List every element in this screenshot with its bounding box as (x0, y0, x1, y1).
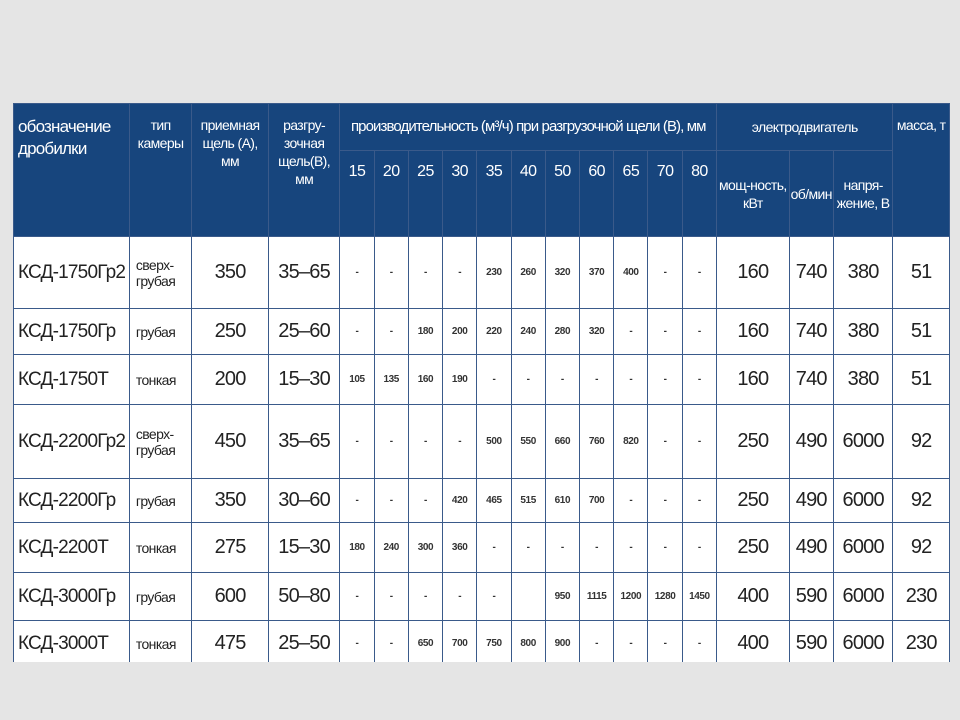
cell-feed-opening: 200 (192, 355, 269, 405)
cell-capacity: 700 (580, 479, 614, 523)
cell-mass: 51 (893, 355, 950, 405)
cell-capacity: - (408, 237, 442, 309)
cell-capacity: 135 (374, 355, 408, 405)
cell-capacity: - (682, 523, 716, 573)
table-row (14, 405, 950, 479)
cell-capacity: 200 (443, 309, 477, 355)
cell-motor-rpm: 740 (789, 237, 833, 309)
table-body (14, 237, 950, 667)
cell-motor-voltage: 380 (833, 355, 892, 405)
cell-motor-rpm: 740 (789, 355, 833, 405)
cell-feed-opening: 475 (192, 621, 269, 667)
header-motor-voltage: напря-жение, В (833, 151, 892, 237)
cell-mass: 92 (893, 523, 950, 573)
cell-designation: КСД-1750Т (14, 355, 130, 405)
header-gap-30: 30 (443, 151, 477, 237)
cell-discharge-gap: 30–60 (268, 479, 340, 523)
table-row (14, 479, 950, 523)
cell-motor-rpm: 490 (789, 479, 833, 523)
cell-capacity: 500 (477, 405, 511, 479)
header-discharge-gap: разгру-зочная щель(В), мм (268, 104, 340, 237)
cell-motor-voltage: 6000 (833, 573, 892, 621)
cell-motor-voltage: 380 (833, 309, 892, 355)
crusher-spec-table (13, 103, 950, 667)
cell-feed-opening: 350 (192, 479, 269, 523)
cell-capacity: - (477, 573, 511, 621)
cell-chamber-type: сверх-грубая (129, 405, 191, 479)
cell-capacity: - (614, 309, 648, 355)
cell-capacity: 280 (545, 309, 579, 355)
cell-capacity: - (340, 309, 374, 355)
table-row (14, 355, 950, 405)
cell-discharge-gap: 50–80 (268, 573, 340, 621)
header-motor-rpm: об/мин (789, 151, 833, 237)
table-row (14, 309, 950, 355)
header-gap-80: 80 (682, 151, 716, 237)
cell-capacity: 320 (545, 237, 579, 309)
cell-motor-power: 160 (717, 309, 790, 355)
cell-chamber-type: грубая (129, 479, 191, 523)
cell-designation: КСД-2200Гр (14, 479, 130, 523)
top-background (0, 0, 960, 103)
cell-capacity: - (374, 573, 408, 621)
cell-capacity: 320 (580, 309, 614, 355)
cell-motor-voltage: 380 (833, 237, 892, 309)
cell-capacity: - (682, 479, 716, 523)
cell-motor-power: 400 (717, 573, 790, 621)
cell-motor-rpm: 740 (789, 309, 833, 355)
cell-designation: КСД-3000Гр (14, 573, 130, 621)
cell-mass: 230 (893, 621, 950, 667)
cell-capacity: 1450 (682, 573, 716, 621)
header-chamber-type: тип камеры (129, 104, 191, 237)
header-gap-20: 20 (374, 151, 408, 237)
cell-capacity: - (511, 523, 545, 573)
cell-chamber-type: грубая (129, 309, 191, 355)
cell-capacity: 400 (614, 237, 648, 309)
cell-capacity: 300 (408, 523, 442, 573)
cell-capacity: - (648, 405, 682, 479)
cell-capacity: 370 (580, 237, 614, 309)
header-gap-25: 25 (408, 151, 442, 237)
cell-feed-opening: 600 (192, 573, 269, 621)
cell-capacity: - (682, 309, 716, 355)
cell-capacity: 750 (477, 621, 511, 667)
cell-capacity: 1115 (580, 573, 614, 621)
header-motor-group: электродвигатель (717, 104, 893, 151)
cell-chamber-type: тонкая (129, 523, 191, 573)
cell-capacity: - (648, 621, 682, 667)
cell-designation: КСД-3000Т (14, 621, 130, 667)
cell-capacity: 660 (545, 405, 579, 479)
cell-motor-power: 160 (717, 237, 790, 309)
cell-feed-opening: 350 (192, 237, 269, 309)
cell-capacity: - (408, 405, 442, 479)
cell-capacity: 760 (580, 405, 614, 479)
table-row (14, 621, 950, 667)
cell-designation: КСД-2200Т (14, 523, 130, 573)
cell-chamber-type: грубая (129, 573, 191, 621)
cell-capacity: - (682, 405, 716, 479)
cell-capacity: - (614, 621, 648, 667)
cell-capacity: - (614, 523, 648, 573)
cell-discharge-gap: 35–65 (268, 405, 340, 479)
bottom-background (0, 662, 960, 720)
cell-mass: 51 (893, 309, 950, 355)
cell-capacity: 820 (614, 405, 648, 479)
cell-capacity: - (340, 621, 374, 667)
cell-discharge-gap: 15–30 (268, 523, 340, 573)
cell-chamber-type: тонкая (129, 355, 191, 405)
cell-capacity: 105 (340, 355, 374, 405)
cell-capacity: 240 (511, 309, 545, 355)
cell-motor-rpm: 490 (789, 405, 833, 479)
cell-motor-rpm: 490 (789, 523, 833, 573)
cell-mass: 92 (893, 479, 950, 523)
cell-capacity: 180 (340, 523, 374, 573)
cell-capacity: 160 (408, 355, 442, 405)
cell-designation: КСД-2200Гр2 (14, 405, 130, 479)
cell-capacity: - (648, 309, 682, 355)
cell-capacity: - (580, 621, 614, 667)
cell-capacity: - (374, 309, 408, 355)
cell-capacity: 360 (443, 523, 477, 573)
header-mass: масса, т (893, 104, 950, 237)
cell-capacity: 230 (477, 237, 511, 309)
cell-capacity: 180 (408, 309, 442, 355)
cell-feed-opening: 250 (192, 309, 269, 355)
cell-capacity: - (682, 621, 716, 667)
cell-motor-voltage: 6000 (833, 621, 892, 667)
cell-capacity: - (408, 573, 442, 621)
cell-capacity: - (648, 237, 682, 309)
cell-capacity: 900 (545, 621, 579, 667)
cell-motor-power: 250 (717, 479, 790, 523)
cell-capacity: 420 (443, 479, 477, 523)
table-row (14, 237, 950, 309)
cell-capacity (511, 573, 545, 621)
cell-capacity: - (340, 479, 374, 523)
cell-capacity: - (443, 405, 477, 479)
cell-motor-rpm: 590 (789, 573, 833, 621)
cell-capacity: - (545, 523, 579, 573)
cell-capacity: - (511, 355, 545, 405)
cell-capacity: - (682, 237, 716, 309)
cell-capacity: - (340, 237, 374, 309)
cell-designation: КСД-1750Гр2 (14, 237, 130, 309)
header-motor-power: мощ-ность, кВт (717, 151, 790, 237)
cell-capacity: - (374, 621, 408, 667)
cell-capacity: - (374, 237, 408, 309)
cell-capacity: 465 (477, 479, 511, 523)
cell-capacity: - (408, 479, 442, 523)
table-header (14, 104, 950, 237)
cell-capacity: - (580, 355, 614, 405)
cell-motor-power: 250 (717, 523, 790, 573)
cell-capacity: - (648, 523, 682, 573)
cell-capacity: - (374, 479, 408, 523)
cell-discharge-gap: 25–50 (268, 621, 340, 667)
cell-motor-power: 400 (717, 621, 790, 667)
cell-capacity: - (340, 405, 374, 479)
cell-capacity: - (443, 237, 477, 309)
cell-capacity: 550 (511, 405, 545, 479)
table-row (14, 523, 950, 573)
cell-feed-opening: 450 (192, 405, 269, 479)
table-row (14, 573, 950, 621)
cell-capacity: 190 (443, 355, 477, 405)
header-gap-60: 60 (580, 151, 614, 237)
header-designation: обозначение дробилки (14, 104, 130, 237)
header-gap-35: 35 (477, 151, 511, 237)
cell-designation: КСД-1750Гр (14, 309, 130, 355)
cell-capacity: - (682, 355, 716, 405)
cell-motor-power: 250 (717, 405, 790, 479)
cell-discharge-gap: 15–30 (268, 355, 340, 405)
cell-capacity: 515 (511, 479, 545, 523)
cell-capacity: 220 (477, 309, 511, 355)
cell-chamber-type: сверх-грубая (129, 237, 191, 309)
cell-discharge-gap: 25–60 (268, 309, 340, 355)
cell-capacity: 610 (545, 479, 579, 523)
header-gap-50: 50 (545, 151, 579, 237)
cell-motor-voltage: 6000 (833, 523, 892, 573)
cell-capacity: 800 (511, 621, 545, 667)
cell-capacity: 1280 (648, 573, 682, 621)
cell-discharge-gap: 35–65 (268, 237, 340, 309)
cell-capacity: 950 (545, 573, 579, 621)
header-capacity-group: производительность (м³/ч) при разгрузочной щели (В), мм (340, 104, 717, 151)
cell-mass: 230 (893, 573, 950, 621)
cell-capacity: - (340, 573, 374, 621)
cell-capacity: - (648, 355, 682, 405)
cell-mass: 51 (893, 237, 950, 309)
cell-motor-voltage: 6000 (833, 479, 892, 523)
header-feed-opening: приемная щель (А), мм (192, 104, 269, 237)
cell-capacity: - (374, 405, 408, 479)
header-gap-70: 70 (648, 151, 682, 237)
cell-capacity: - (545, 355, 579, 405)
cell-capacity: 260 (511, 237, 545, 309)
cell-capacity: - (443, 573, 477, 621)
cell-chamber-type: тонкая (129, 621, 191, 667)
cell-capacity: - (477, 523, 511, 573)
cell-capacity: 700 (443, 621, 477, 667)
cell-feed-opening: 275 (192, 523, 269, 573)
cell-capacity: - (580, 523, 614, 573)
cell-mass: 92 (893, 405, 950, 479)
header-gap-15: 15 (340, 151, 374, 237)
cell-capacity: 650 (408, 621, 442, 667)
header-gap-40: 40 (511, 151, 545, 237)
cell-motor-rpm: 590 (789, 621, 833, 667)
cell-capacity: 240 (374, 523, 408, 573)
cell-capacity: - (648, 479, 682, 523)
cell-motor-voltage: 6000 (833, 405, 892, 479)
cell-motor-power: 160 (717, 355, 790, 405)
header-gap-65: 65 (614, 151, 648, 237)
cell-capacity: - (614, 479, 648, 523)
cell-capacity: - (477, 355, 511, 405)
cell-capacity: 1200 (614, 573, 648, 621)
cell-capacity: - (614, 355, 648, 405)
